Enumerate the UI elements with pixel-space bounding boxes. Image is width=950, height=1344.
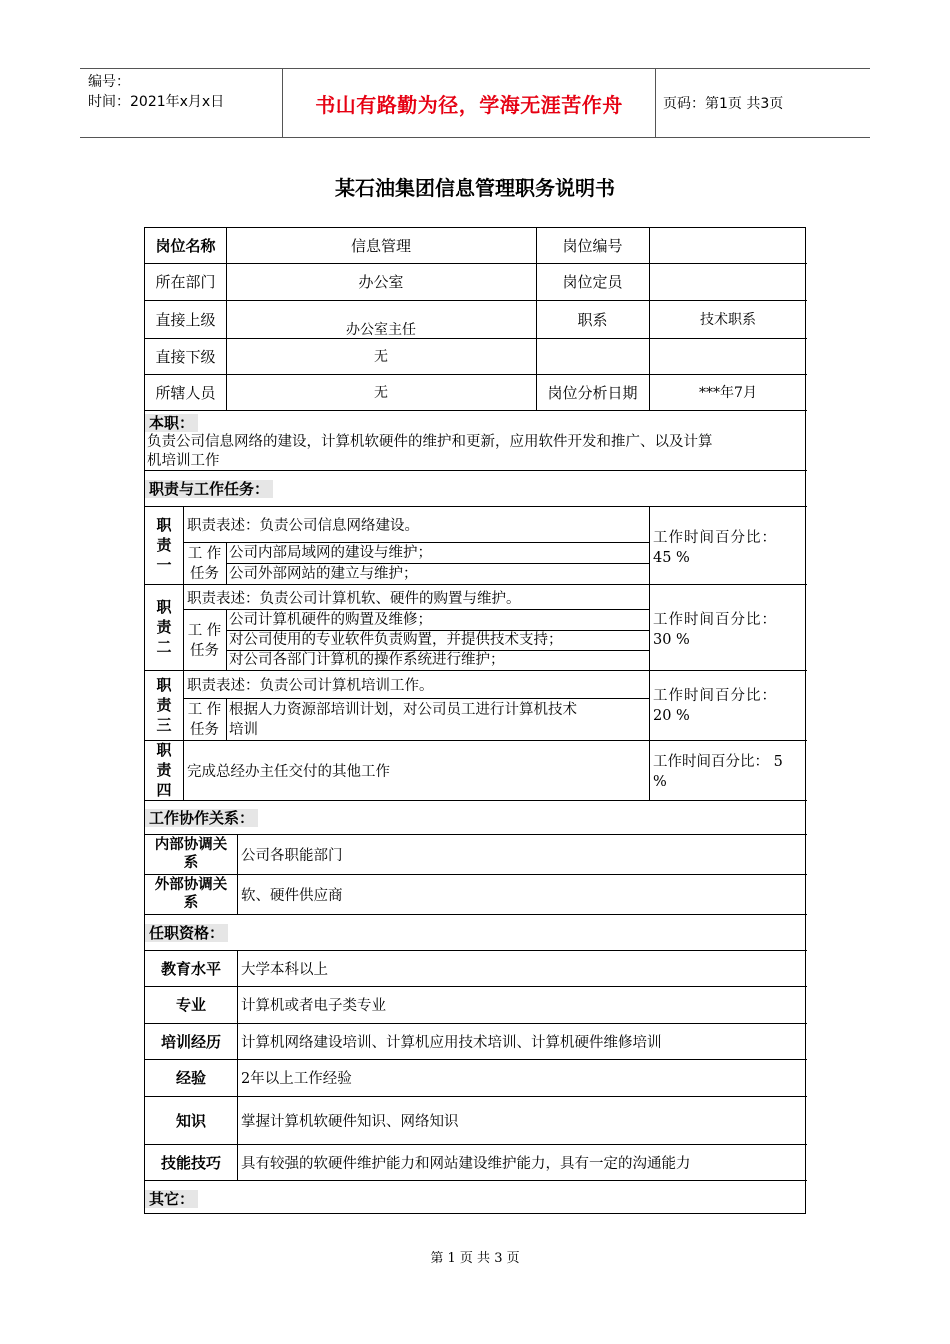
duty-1-task-2: 公司外部网站的建立与维护； [229, 566, 418, 582]
superior-value: 办公室主任 [346, 322, 416, 338]
duty-3-task-label: 工 作 任务 [187, 702, 222, 738]
duty-1-task-label: 工 作 任务 [187, 546, 222, 582]
knowledge-value: 掌握计算机软硬件知识、网络知识 [241, 1113, 459, 1130]
subordinate-label: 直接下级 [155, 347, 216, 366]
post-no-label: 岗位编号 [562, 237, 623, 255]
duty-3-task: 根据人力资源部培训计划，对公司员工进行计算机技术 培训 [229, 702, 577, 738]
series-label: 职系 [577, 310, 608, 329]
dept-label: 所在部门 [155, 273, 216, 291]
duty-3-name: 职 责 三 [156, 676, 172, 734]
duty-1-pct: 工作时间百分比： 45 % [653, 530, 777, 566]
exp-value: 2年以上工作经验 [241, 1071, 352, 1087]
external-value: 软、硬件供应商 [241, 887, 343, 904]
duty-2-name: 职 责 二 [156, 598, 172, 656]
dept-value: 办公室 [358, 273, 404, 291]
duty-3-desc: 职责表述：负责公司计算机培训工作。 [187, 677, 434, 694]
page-footer: 第 1 页 共 3 页 [430, 1251, 520, 1266]
other-label: 其它： [145, 1189, 198, 1209]
number-label: 编号： [88, 74, 130, 90]
major-value: 计算机或者电子类专业 [241, 998, 386, 1014]
duty-2-pct: 工作时间百分比： 30 % [653, 612, 777, 648]
duty-4-desc: 完成总经办主任交付的其他工作 [187, 763, 390, 780]
edu-label: 教育水平 [160, 959, 221, 978]
staff-value: 无 [374, 385, 388, 401]
skill-label: 技能技巧 [160, 1153, 221, 1172]
duty-1-task-1: 公司内部局域网的建设与维护； [229, 545, 432, 561]
page-label: 页码：第1页 共3页 [663, 96, 784, 112]
duty-2-task-2: 对公司使用的专业软件负责购置，并提供技术支持； [229, 632, 563, 648]
job-description-table [144, 227, 806, 1214]
staff-label: 所辖人员 [155, 383, 216, 402]
analysis-date-label: 岗位分析日期 [547, 383, 638, 402]
document-title: 某石油集团信息管理职务说明书 [335, 176, 615, 200]
post-no-value [649, 228, 807, 263]
summary-text: 负责公司信息网络的建设，计算机软硬件的维护和更新，应用软件开发和推广、以及计算 机培训工作 [147, 434, 713, 469]
duty-2-desc: 职责表述：负责公司计算机软、硬件的购置与维护。 [187, 590, 521, 607]
summary-label: 本职： [145, 414, 198, 432]
quota-value [649, 263, 807, 300]
knowledge-label: 知识 [175, 1111, 206, 1130]
training-value: 计算机网络建设培训、计算机应用技术培训、计算机硬件维修培训 [241, 1034, 662, 1051]
duty-2-task-3: 对公司各部门计算机的操作系统进行维护； [229, 652, 505, 668]
internal-label: 内部协调关 系 [154, 837, 228, 871]
duty-3-pct: 工作时间百分比： 20 % [653, 688, 777, 724]
duty-4-name: 职 责 四 [156, 741, 172, 799]
external-label: 外部协调关 系 [154, 877, 228, 911]
training-label: 培训经历 [160, 1032, 221, 1051]
post-name-value: 信息管理 [350, 237, 411, 255]
exp-label: 经验 [175, 1069, 206, 1087]
major-label: 专业 [175, 996, 206, 1014]
motto: 书山有路勤为径，学海无涯苦作舟 [282, 69, 656, 137]
subordinate-value: 无 [374, 349, 388, 365]
qualifications-label: 任职资格： [145, 923, 228, 943]
time-label: 时间：2021年x月x日 [88, 94, 225, 110]
analysis-date-value: ***年7月 [699, 385, 757, 401]
duty-2-task-1: 公司计算机硬件的购置及维修； [229, 612, 432, 628]
skill-value: 具有较强的软硬件维护能力和网站建设维护能力，具有一定的沟通能力 [241, 1155, 691, 1172]
edu-value: 大学本科以上 [241, 961, 328, 978]
duty-1-desc: 职责表述：负责公司信息网络建设。 [187, 517, 419, 534]
superior-label: 直接上级 [155, 310, 216, 329]
duty-1-name: 职 责 一 [156, 516, 172, 574]
relations-label: 工作协作关系： [145, 808, 258, 828]
post-name-label: 岗位名称 [155, 237, 216, 255]
duty-4-pct: 工作时间百分比： 5 % [653, 754, 783, 790]
quota-label: 岗位定员 [562, 273, 623, 291]
duty-2-task-label: 工 作 任务 [187, 623, 222, 659]
page-header [80, 68, 870, 138]
series-value: 技术职系 [700, 312, 756, 328]
internal-value: 公司各职能部门 [241, 847, 343, 864]
duties-label: 职责与工作任务： [145, 479, 273, 499]
header-meta [80, 69, 282, 137]
